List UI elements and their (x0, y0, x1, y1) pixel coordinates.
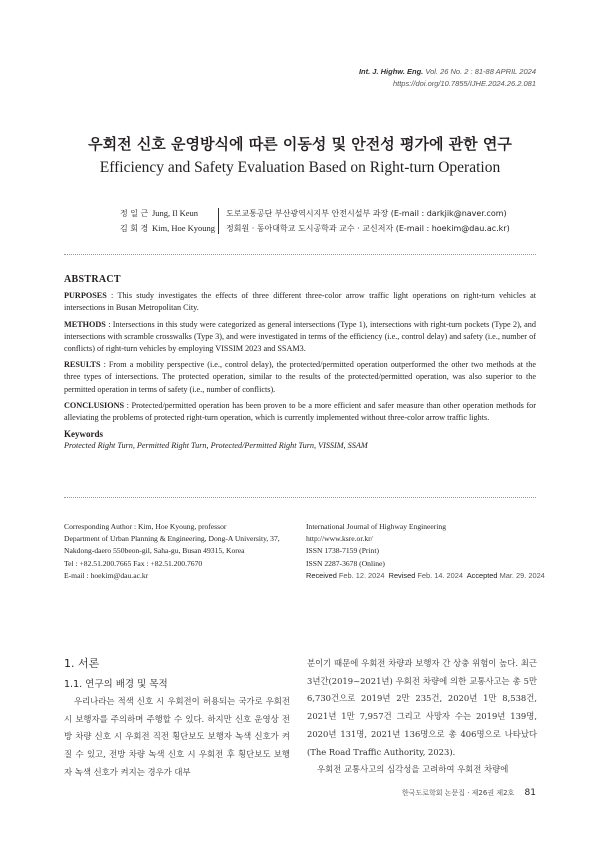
author-1-name-en: Jung, Il Keun (152, 208, 199, 218)
author-2-name-en: Kim, Hoe Kyoung (152, 223, 216, 233)
body-left-column (64, 693, 290, 782)
abstract (64, 274, 536, 453)
author-names-korean (120, 206, 154, 236)
corr-line-3: Nakdong-daero 550beon-gil, Saha-gu, Busan 49315, Korea (64, 546, 245, 556)
journal-doi[interactable]: https://doi.org/10.7855/IJHE.2024.26.2.081 (392, 79, 536, 88)
journal-volume: Vol. 26 No. 2 : 81-88 APRIL 2024 (425, 67, 536, 76)
title-korean: 우회전 신호 운영방식에 따른 이동성 및 안전성 평가에 관한 연구 (88, 135, 512, 153)
author-affiliations (226, 206, 510, 236)
info-issn-print: ISSN 1738-7159 (Print) (306, 546, 379, 556)
title-english: Efficiency and Safety Evaluation Based on Right-turn Operation (99, 159, 501, 176)
divider-bottom (64, 497, 536, 498)
journal-header (359, 66, 536, 90)
abstract-results (64, 359, 536, 396)
author-1-affiliation: 도로교통공단 부산광역시지부 안전시설부 과장 (E-mail : darkjik@naver.com) (226, 209, 507, 218)
author-2-name-ko: 김 회 경 (120, 224, 149, 233)
corr-line-2: Department of Urban Planning & Engineering, Dong-A University, 37, (64, 534, 280, 544)
purposes-label: PURPOSES (64, 291, 107, 301)
author-divider (218, 208, 219, 234)
corr-line-4: Tel : +82.51.200.7665 Fax : +82.51.200.7670 (64, 558, 203, 568)
author-names-english (152, 206, 215, 236)
body-paragraph-1: 우리나라는 적색 신호 시 우회전이 허용되는 국가로 우회전 시 보행자를 주의하며 주행할 수 있다. 하지만 신호 운영상 전방 차량 신호 시 우회전 직전 횡단보도 보행자 녹색 신호가 켜질 수 있고, 전방 차량 녹색 신호 시 우회전 후 횡단보도 보행자 녹색 신호가 켜지는 경우가 대부 (64, 696, 290, 777)
results-text: : From a mobility perspective (i.e., control delay), the protected/permitted operation outperformed the other two methods at the three types of intersections. The protected operation, similar to the results of the protected/permitted operation, was also superior to the permitted operation in terms of safety (i.e., number of conflicts). (64, 360, 536, 394)
abstract-methods (64, 319, 536, 356)
conclusions-text: : Protected/permitted operation has been proven to be a more efficient and safer measure than other operation methods for alleviating the problems of protected right-turn operation, which is currently implemented without three-color arrow traffic lights. (64, 400, 536, 423)
corr-email: E-mail : hoekim@dau.ac.kr (64, 570, 149, 580)
page-footer (402, 788, 536, 798)
revised-date: Feb. 14. 2024 (417, 570, 463, 580)
article-dates (306, 570, 546, 582)
received-date: Feb. 12. 2024 (338, 570, 385, 580)
abstract-purposes (64, 290, 536, 314)
journal-info (306, 521, 546, 582)
keywords-heading: Keywords (64, 429, 103, 440)
revised-label: Revised (388, 570, 416, 580)
abstract-heading: ABSTRACT (64, 274, 121, 285)
conclusions-label: CONCLUSIONS (64, 400, 125, 410)
divider-top (64, 254, 536, 255)
body-paragraph-3: 우회전 교통사고의 심각성을 고려하여 우회전 차량에 (317, 764, 509, 775)
info-url[interactable]: http://www.ksre.or.kr/ (306, 534, 373, 544)
keywords-list: Protected Right Turn, Permitted Right Turn, Protected/Permitted Right Turn, VISSIM, SSAM (64, 441, 368, 451)
methods-text: : Intersections in this study were categorized as general intersections (Type 1), intersections with right-turn pockets (Type 2), and intersections with scramble crosswalks (Type 3), and were investigated in terms of the efficiency (i.e., control delay) and safety (i.e., number of conflicts) of right-turn vehicles by employing VISSIM 2023 and SSAM3. (64, 319, 536, 354)
results-label: RESULTS (64, 360, 101, 370)
received-label: Received (306, 570, 337, 580)
subsection-heading: 1.1. 연구의 배경 및 목적 (64, 679, 168, 690)
journal-name: Int. J. Highw. Eng. (358, 67, 424, 76)
info-journal-name: International Journal of Highway Engineering (306, 522, 447, 531)
methods-label: METHODS (64, 319, 106, 329)
page-number: 81 (524, 788, 536, 798)
accepted-label: Accepted (466, 570, 498, 580)
body-right-column (307, 655, 537, 779)
author-2-affiliation: 정회원 · 동아대학교 도시공학과 교수 · 교신저자 (E-mail : hoekim@dau.ac.kr) (226, 224, 510, 233)
author-1-name-ko: 정 일 근 (120, 209, 149, 218)
body-paragraph-2: 분이기 때문에 우회전 차량과 보행자 간 상충 위험이 높다. 최근 3년간(2019~2021년) 우회전 차량에 의한 교통사고는 총 5만 6,730건으로 2019년 2만 235건, 2020년 1만 8,538건, 2021년 1만 7,957건 그리고 사망자 수는 2019년 139명, 2020년 131명, 2021년 136명으로 총 406명으로 나타났다 (The Road Traffic Authority, 2023). (307, 658, 537, 757)
footer-journal: 한국도로학회 논문집 · 제26권 제2호 (401, 789, 515, 797)
journal-citation (359, 66, 536, 78)
info-issn-online: ISSN 2287-3678 (Online) (306, 558, 385, 568)
corresponding-author (64, 521, 304, 582)
corr-line-1: Corresponding Author : Kim, Hoe Kyoung, professor (64, 522, 227, 531)
accepted-date: Mar. 29. 2024 (499, 570, 545, 580)
abstract-conclusions (64, 400, 536, 424)
section-heading: 1. 서론 (64, 657, 100, 670)
purposes-text: : This study investigates the effects of three different three-color arrow traffic light operations on right-turn vehicles at intersections in Busan Metropolitan City. (64, 291, 536, 313)
